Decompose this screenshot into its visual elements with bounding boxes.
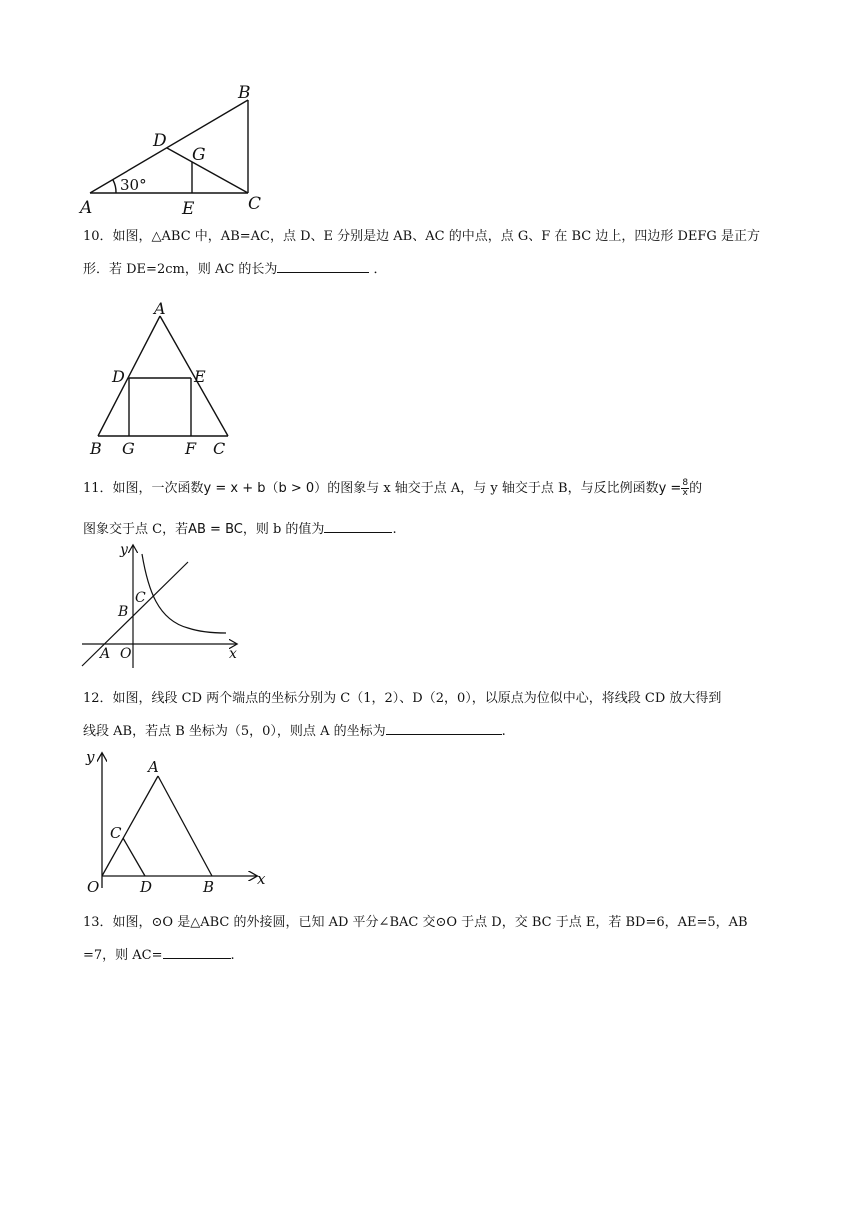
q11-condition: （b > 0） bbox=[265, 481, 328, 496]
q11-frac-num: 8 bbox=[682, 478, 689, 488]
q12-line2-suffix: . bbox=[501, 724, 506, 739]
q11-line1-mid: 的图象与 x 轴交于点 A，与 y 轴交于点 B，与反比例函数 bbox=[327, 481, 659, 496]
label-c: C bbox=[213, 439, 226, 458]
q11-inverse-lhs: y = bbox=[658, 481, 682, 496]
label-o: O bbox=[120, 646, 132, 662]
q11-answer-blank[interactable] bbox=[324, 520, 392, 533]
q11-line2 bbox=[83, 520, 783, 539]
label-d: D bbox=[153, 131, 167, 151]
label-e: E bbox=[182, 199, 195, 219]
q11-line1-suffix: 的 bbox=[689, 481, 703, 496]
q13-line2-suffix: . bbox=[230, 948, 235, 963]
label-y: y bbox=[86, 748, 95, 766]
label-c: C bbox=[110, 824, 122, 842]
q13-line2-prefix: =7，则 AC= bbox=[83, 948, 163, 963]
q10-line1: 10．如图，△ABC 中，AB=AC，点 D、E 分别是边 AB、AC 的中点，点 G、F 在 BC 边上，四边形 DEFG 是正方 bbox=[83, 229, 760, 244]
q12-line2 bbox=[83, 722, 783, 741]
label-x: x bbox=[257, 870, 266, 888]
angle-arc bbox=[113, 180, 116, 193]
q11-line1-prefix: 11．如图，一次函数 bbox=[83, 481, 204, 496]
label-d: D bbox=[112, 367, 125, 386]
label-e: E bbox=[194, 367, 206, 386]
q10-line2-prefix: 形．若 DE=2cm，则 AC 的长为 bbox=[83, 262, 278, 277]
label-g: G bbox=[192, 145, 206, 165]
figure-q11 bbox=[78, 540, 248, 670]
segment-ab bbox=[158, 776, 212, 876]
label-a: A bbox=[80, 198, 93, 218]
q11-line1 bbox=[83, 479, 783, 498]
q13-answer-blank[interactable] bbox=[163, 946, 231, 959]
label-b: B bbox=[118, 604, 129, 620]
label-b: B bbox=[203, 878, 215, 896]
label-y: y bbox=[120, 542, 128, 558]
q10-answer-blank[interactable] bbox=[277, 260, 369, 273]
q13-line1: 13．如图，⊙O 是△ABC 的外接圆，已知 AD 平分∠BAC 交⊙O 于点 D，交 BC 于点 E，若 BD=6，AE=5，AB bbox=[83, 915, 748, 930]
figure-q12 bbox=[84, 746, 274, 896]
q10-line2 bbox=[83, 260, 783, 279]
q11-line2-mid: ，则 b 的值为 bbox=[242, 522, 325, 537]
label-x: x bbox=[229, 646, 237, 662]
line-linear bbox=[82, 562, 188, 666]
segment-cd bbox=[123, 838, 145, 876]
label-d: D bbox=[140, 878, 153, 896]
q10-line2-suffix: ． bbox=[369, 262, 387, 277]
q12-line1: 12．如图，线段 CD 两个端点的坐标分别为 C（1，2）、D（2，0），以原点为位似中心，将线段 CD 放大得到 bbox=[83, 691, 722, 706]
q13-line2 bbox=[83, 946, 783, 965]
label-b: B bbox=[90, 439, 102, 458]
q11-line2-suffix: . bbox=[392, 522, 397, 537]
figure-q10 bbox=[88, 298, 238, 458]
segment-dc bbox=[167, 148, 248, 193]
label-angle: 30° bbox=[120, 176, 147, 194]
q11-fraction bbox=[681, 479, 689, 498]
label-a: A bbox=[100, 646, 111, 662]
label-b: B bbox=[238, 83, 251, 103]
q11-eq-condition: AB = BC bbox=[188, 522, 243, 537]
label-a: A bbox=[148, 758, 159, 776]
q11-line2-prefix: 图象交于点 C，若 bbox=[83, 522, 189, 537]
figure-q9 bbox=[78, 78, 278, 218]
q12-answer-blank[interactable] bbox=[386, 722, 502, 735]
label-o: O bbox=[87, 878, 100, 896]
label-g: G bbox=[122, 439, 135, 458]
q12-line2-prefix: 线段 AB，若点 B 坐标为（5，0），则点 A 的坐标为 bbox=[83, 724, 386, 739]
label-a: A bbox=[154, 299, 166, 318]
label-c: C bbox=[135, 590, 146, 606]
label-c: C bbox=[248, 194, 262, 214]
q11-frac-den: x bbox=[682, 488, 688, 498]
label-f: F bbox=[185, 439, 197, 458]
q11-linear-eq: y = x + b bbox=[203, 481, 266, 496]
